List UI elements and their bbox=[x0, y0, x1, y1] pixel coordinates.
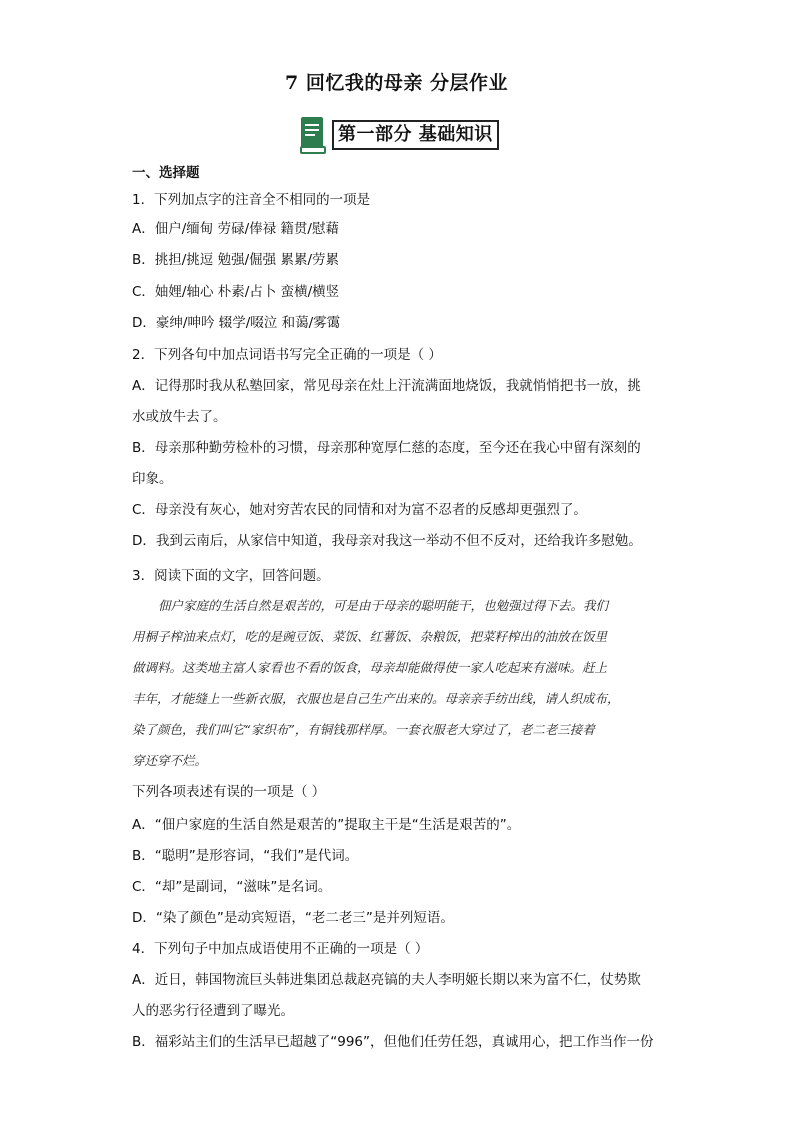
passage-line: 佃户家庭的生活自然是艰苦的，可是由于母亲的聪明能干，也勉强过得下去。我们 bbox=[158, 598, 609, 613]
question-3-sub-stem: 下列各项表述有误的一项是（ ） bbox=[132, 784, 326, 800]
question-3-option-b: B．“聪明”是形容词，“我们”是代词。 bbox=[132, 848, 359, 864]
question-2-option-b-line1: B．母亲那种勤劳检朴的习惯，母亲那种宽厚仁慈的态度，至今还在我心中留有深刻的 bbox=[132, 440, 641, 456]
question-1-option-d: D．豪绅/呻吟 辍学/啜泣 和蔼/雾霭 bbox=[132, 315, 341, 331]
question-2-option-a-line2: 水或放牛去了。 bbox=[132, 409, 227, 425]
question-3-option-a: A．“佃户家庭的生活自然是艰苦的”提取主干是“生活是艰苦的”。 bbox=[132, 817, 521, 833]
passage-line: 做调料。这类地主富人家看也不看的饭食，母亲却能做得使一家人吃起来有滋味。赶上 bbox=[132, 660, 608, 675]
question-2-option-b-line2: 印象。 bbox=[132, 471, 173, 487]
question-2-option-a-line1: A．记得那时我从私塾回家，常见母亲在灶上汗流满面地烧饭，我就悄悄把书一放，挑 bbox=[132, 378, 641, 394]
question-2-stem: 2．下列各句中加点词语书写完全正确的一项是（ ） bbox=[132, 347, 442, 363]
passage-line: 染了颜色，我们叫它“家织布”，有铜钱那样厚。一套衣服老大穿过了，老二老三接着 bbox=[132, 722, 595, 737]
page-title: 7 回忆我的母亲 分层作业 bbox=[285, 72, 508, 94]
question-1-stem: 1．下列加点字的注音全不相同的一项是 bbox=[132, 192, 371, 208]
question-4-option-a-line2: 人的恶劣行径遭到了曝光。 bbox=[132, 1003, 294, 1019]
section-title: 第一部分 基础知识 bbox=[332, 120, 499, 150]
question-1-option-b: B．挑担/挑逗 勉强/倔强 累累/劳累 bbox=[132, 252, 339, 268]
question-3-option-c: C．“却”是副词，“滋味”是名词。 bbox=[132, 879, 332, 895]
question-1-option-a: A．佃户/缅甸 劳碌/俸禄 籍贯/慰藉 bbox=[132, 221, 339, 237]
question-3-stem: 3．阅读下面的文字，回答问题。 bbox=[132, 568, 330, 584]
question-1-option-c: C．妯娌/轴心 朴素/占卜 蛮横/横竖 bbox=[132, 284, 340, 300]
question-4-stem: 4．下列句子中加点成语使用不正确的一项是（ ） bbox=[132, 941, 429, 957]
question-2-option-c: C．母亲没有灰心，她对穷苦农民的同情和对为富不忍者的反感却更强烈了。 bbox=[132, 502, 587, 518]
question-3-option-d: D．“染了颜色”是动宾短语，“老二老三”是并列短语。 bbox=[132, 910, 454, 926]
question-4-option-b-line1: B．福彩站主们的生活早已超越了“996”，但他们任劳任怨，真诚用心，把工作当作一份 bbox=[132, 1034, 654, 1050]
passage-line: 穿还穿不烂。 bbox=[132, 753, 208, 768]
section-banner bbox=[298, 115, 499, 155]
question-type-heading: 一、选择题 bbox=[132, 165, 200, 181]
question-2-option-d: D．我到云南后，从家信中知道，我母亲对我这一举动不但不反对，还给我许多慰勉。 bbox=[132, 533, 642, 549]
question-4-option-a-line1: A．近日，韩国物流巨头韩进集团总裁赵亮镐的夫人李明姬长期以来为富不仁，仗势欺 bbox=[132, 972, 641, 988]
passage-line: 丰年，才能缝上一些新衣服，衣服也是自己生产出来的。母亲亲手纺出线，请人织成布， bbox=[132, 691, 620, 706]
book-icon bbox=[298, 115, 328, 155]
passage-line: 用桐子榨油来点灯，吃的是豌豆饭、菜饭、红薯饭、杂粮饭，把菜籽榨出的油放在饭里 bbox=[132, 629, 608, 644]
